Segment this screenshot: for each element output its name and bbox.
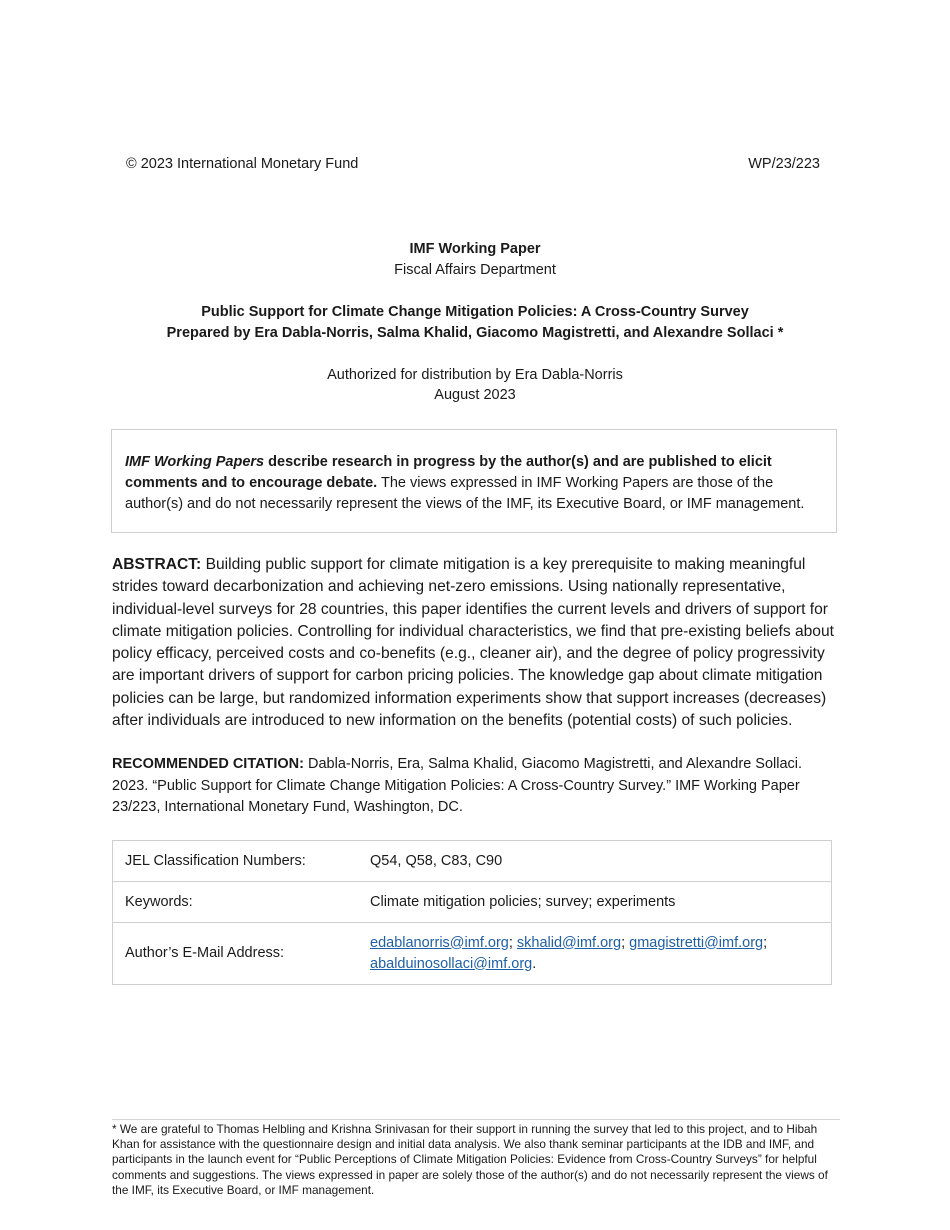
metadata-table	[112, 840, 832, 985]
email-link[interactable]: edablanorris@imf.org	[370, 934, 509, 951]
series-title: IMF Working Paper	[409, 241, 541, 257]
email-separator: ;	[763, 934, 768, 951]
email-link[interactable]: abalduinosollaci@imf.org	[370, 955, 533, 972]
working-paper-number: WP/23/223	[748, 156, 820, 172]
copyright-notice: © 2023 International Monetary Fund	[126, 156, 359, 172]
disclaimer-text: The views expressed in IMF Working Papers are those of the author(s) and do not necessarily represent the views of the IMF, its Executive Board, or IMF management.	[125, 475, 805, 512]
table-row	[113, 841, 832, 882]
table-row	[113, 882, 832, 923]
authorized-line: Authorized for distribution by Era Dabla-Norris	[327, 367, 623, 383]
email-separator: ;	[621, 934, 630, 951]
email-separator: ;	[508, 934, 517, 951]
keywords-value: Climate mitigation policies; survey; experiments	[358, 882, 832, 923]
abstract	[112, 554, 837, 732]
disclaimer-bold-text: describe research in progress by the author(s) and are published to elicit comments and to encourage debate.	[125, 454, 772, 491]
disclaimer-series-name: IMF Working Papers	[125, 454, 265, 470]
table-row	[113, 923, 832, 985]
abstract-text: Building public support for climate mitigation is a key prerequisite to making meaningful strides toward decarbonization and achieving net-zero emissions. Using nationally representative, individual-level surveys for 28 countries, this paper identifies the current levels and drivers of support for climate mitigation policies. Controlling for individual characteristics, we find that pre-existing beliefs about policy efficacy, perceived costs and co-benefits (e.g., cleaner air), and the degree of policy progressivity are important drivers of support for carbon pricing policies. The knowledge gap about climate mitigation policies can be large, but randomized information experiments show that support increases (decreases) after individuals are introduced to new information on the benefits (potential costs) of such policies.	[112, 556, 834, 730]
email-end: .	[532, 955, 537, 972]
keywords-label: Keywords:	[113, 882, 359, 923]
department: Fiscal Affairs Department	[394, 262, 556, 278]
publication-date: August 2023	[434, 387, 516, 403]
citation-text: Dabla-Norris, Era, Salma Khalid, Giacomo Magistretti, and Alexandre Sollaci. 2023. “Public Support for Climate Change Mitigation Policies: A Cross-Country Survey.” IMF Working Paper 23/223, International Monetary Fund, Washington, DC.	[112, 756, 803, 815]
email-value	[358, 923, 832, 985]
footnote-divider	[112, 1119, 840, 1120]
abstract-label: ABSTRACT:	[112, 556, 202, 573]
jel-value: Q54, Q58, C83, C90	[358, 841, 832, 882]
citation-label: RECOMMENDED CITATION:	[112, 756, 304, 772]
email-link[interactable]: skhalid@imf.org	[516, 934, 622, 951]
footnote: * We are grateful to Thomas Helbling and Krishna Srinivasan for their support in running the survey that led to this project, and to Hibah Khan for assistance with the questionnaire design and initial data analysis. We also thank seminar participants at the IDB and IMF, and participants in the launch event for “Public Perceptions of Climate Mitigation Policies: Evidence from Cross-Country Surveys” for helpful comments and suggestions. The views expressed in paper are solely those of the author(s) and do not necessarily represent the views of the IMF, its Executive Board, or IMF management.	[112, 1122, 828, 1197]
email-link[interactable]: gmagistretti@imf.org	[629, 934, 764, 951]
disclaimer-box	[111, 429, 837, 533]
jel-label: JEL Classification Numbers:	[113, 841, 359, 882]
email-label: Author’s E-Mail Address:	[113, 923, 359, 985]
paper-title: Public Support for Climate Change Mitigation Policies: A Cross-Country Survey	[201, 304, 749, 320]
recommended-citation	[112, 754, 837, 819]
author-line: Prepared by Era Dabla-Norris, Salma Khalid, Giacomo Magistretti, and Alexandre Sollaci *	[166, 325, 784, 341]
